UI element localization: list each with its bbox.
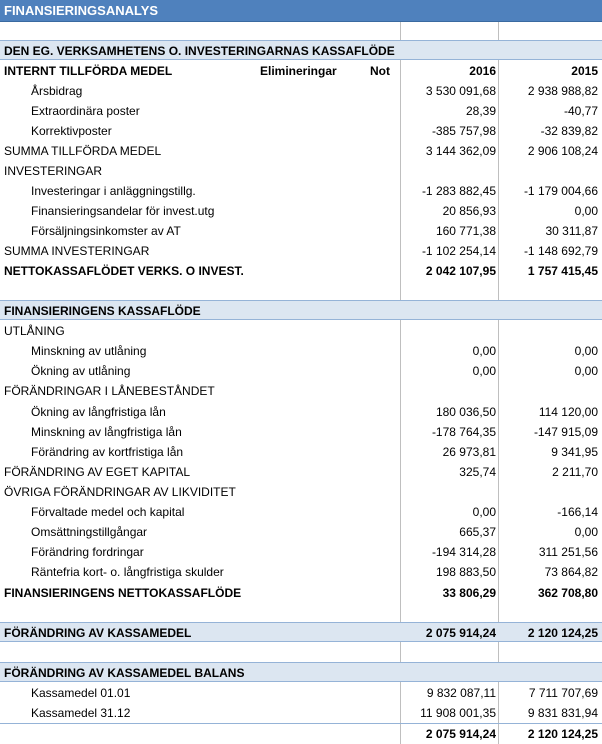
value-2016: 11 908 001,35	[420, 706, 496, 720]
column-header-row	[0, 61, 602, 81]
value-2016: 665,37	[459, 525, 496, 539]
value-2015: -32 839,82	[540, 124, 598, 138]
header-label: INTERNT TILLFÖRDA MEDEL	[4, 64, 173, 78]
section-header-cash-change	[0, 622, 602, 642]
value-2015: 0,00	[574, 204, 598, 218]
row-label: Årsbidrag	[31, 84, 83, 98]
row-label: Kassamedel 31.12	[31, 706, 131, 720]
value-2015: -1 179 004,66	[523, 184, 598, 198]
table-row	[0, 522, 602, 542]
row-label: Extraordinära poster	[31, 104, 140, 118]
total-row	[0, 583, 602, 603]
row-label: Kassamedel 01.01	[31, 686, 131, 700]
table-row	[0, 703, 602, 723]
table-row	[0, 221, 602, 241]
total-row	[0, 723, 602, 743]
header-year-2015: 2015	[571, 64, 598, 78]
total-row	[0, 261, 602, 281]
header-year-2016: 2016	[469, 64, 496, 78]
table-row	[0, 341, 602, 361]
value-2016: 0,00	[472, 344, 496, 358]
value-2015: 9 341,95	[551, 445, 598, 459]
table-row	[0, 462, 602, 482]
value-2015: 0,00	[574, 364, 598, 378]
table-row	[0, 101, 602, 121]
table-row	[0, 361, 602, 381]
row-label: Förvaltade medel och kapital	[31, 505, 185, 519]
value-2015: 0,00	[574, 344, 598, 358]
section-header-operations	[0, 40, 602, 60]
value-2016: -385 757,98	[431, 124, 496, 138]
table-row	[0, 321, 602, 341]
value-2016: 28,39	[465, 104, 496, 118]
value-2015: 311 251,56	[538, 545, 598, 559]
table-row	[0, 683, 602, 703]
table-row	[0, 482, 602, 502]
table-row	[0, 442, 602, 462]
row-label: ÖVRIGA FÖRÄNDRINGAR AV LIKVIDITET	[4, 485, 236, 499]
table-row	[0, 141, 602, 161]
row-label: Minskning av långfristiga lån	[31, 425, 182, 439]
row-label: Finansieringsandelar för invest.utg	[31, 204, 215, 218]
row-label: Ökning av utlåning	[31, 364, 131, 378]
value-2015: -1 148 692,79	[523, 244, 598, 258]
row-label: SUMMA TILLFÖRDA MEDEL	[4, 144, 162, 158]
header-note: Not	[370, 64, 390, 78]
sheet-title: FINANSIERINGSANALYS	[0, 0, 602, 22]
table-row	[0, 542, 602, 562]
row-label: Räntefria kort- o. långfristiga skulder	[31, 565, 224, 579]
value-2016: -1 283 882,45	[421, 184, 496, 198]
row-label: NETTOKASSAFLÖDET VERKS. O INVEST.	[4, 264, 244, 278]
value-2016: 325,74	[459, 465, 496, 479]
value-2016: 198 883,50	[435, 565, 496, 579]
table-row	[0, 121, 602, 141]
value-2016: -178 764,35	[431, 425, 496, 439]
value-2015: 73 864,82	[544, 565, 598, 579]
row-label: Förändring fordringar	[31, 545, 144, 559]
table-row	[0, 181, 602, 201]
row-label: FINANSIERINGENS NETTOKASSAFLÖDE	[4, 586, 242, 600]
row-label: SUMMA INVESTERINGAR	[4, 244, 150, 258]
table-row	[0, 201, 602, 221]
value-2015: -166,14	[557, 505, 598, 519]
value-2015: 2 211,70	[552, 465, 598, 479]
value-2015: 9 831 831,94	[527, 706, 598, 720]
row-label: Investeringar i anläggningstillg.	[31, 184, 196, 198]
table-row	[0, 502, 602, 522]
table-row	[0, 562, 602, 582]
value-2016: 3 530 091,68	[425, 84, 496, 98]
value-2015: 1 757 415,45	[527, 264, 598, 278]
section-title: DEN EG. VERKSAMHETENS O. INVESTERINGARNAS KASSAFLÖDE	[4, 44, 395, 58]
table-row	[0, 381, 602, 401]
value-2016: 0,00	[472, 505, 496, 519]
row-label: Förändring av kortfristiga lån	[31, 445, 184, 459]
value-2016: 33 806,29	[442, 586, 496, 600]
value-2015: -147 915,09	[533, 425, 598, 439]
value-2016: -194 314,28	[431, 545, 496, 559]
table-row	[0, 241, 602, 261]
value-2015: -40,77	[563, 104, 598, 118]
section-title: FÖRÄNDRING AV KASSAMEDEL	[4, 626, 192, 640]
value-2016: 26 973,81	[442, 445, 496, 459]
value-2015: 2 938 988,82	[527, 84, 598, 98]
section-header-financing	[0, 300, 602, 320]
row-label: FÖRÄNDRINGAR I LÅNEBESTÅNDET	[4, 384, 215, 398]
row-label: Minskning av utlåning	[31, 344, 147, 358]
row-label: Omsättningstillgångar	[31, 525, 148, 539]
value-2015: 2 120 124,25	[527, 626, 598, 640]
value-2015: 2 120 124,25	[527, 727, 598, 741]
value-2016: 160 771,38	[435, 224, 496, 238]
section-title: FÖRÄNDRING AV KASSAMEDEL BALANS	[4, 666, 245, 680]
value-2016: -1 102 254,14	[421, 244, 496, 258]
value-2016: 0,00	[472, 364, 496, 378]
value-2016: 2 042 107,95	[425, 264, 496, 278]
value-2016: 2 075 914,24	[425, 626, 496, 640]
value-2015: 0,00	[574, 525, 598, 539]
row-label: Ökning av långfristiga lån	[31, 405, 166, 419]
section-title: FINANSIERINGENS KASSAFLÖDE	[4, 304, 201, 318]
value-2016: 180 036,50	[435, 405, 496, 419]
value-2015: 7 711 707,69	[528, 686, 598, 700]
table-row	[0, 402, 602, 422]
table-row	[0, 81, 602, 101]
value-2016: 20 856,93	[442, 204, 496, 218]
value-2015: 30 311,87	[545, 224, 598, 238]
row-label: FÖRÄNDRING AV EGET KAPITAL	[4, 465, 191, 479]
table-row	[0, 422, 602, 442]
row-label: INVESTERINGAR	[4, 164, 103, 178]
value-2016: 9 832 087,11	[426, 686, 496, 700]
value-2015: 114 120,00	[538, 405, 598, 419]
section-header-cash-balance	[0, 662, 602, 682]
value-2016: 2 075 914,24	[425, 727, 496, 741]
table-row	[0, 161, 602, 181]
header-eliminations: Elimineringar	[260, 64, 337, 78]
row-label: UTLÅNING	[4, 324, 65, 338]
value-2016: 3 144 362,09	[425, 144, 496, 158]
row-label: Försäljningsinkomster av AT	[31, 224, 181, 238]
row-label: Korrektivposter	[31, 124, 112, 138]
value-2015: 2 906 108,24	[527, 144, 598, 158]
value-2015: 362 708,80	[537, 586, 598, 600]
